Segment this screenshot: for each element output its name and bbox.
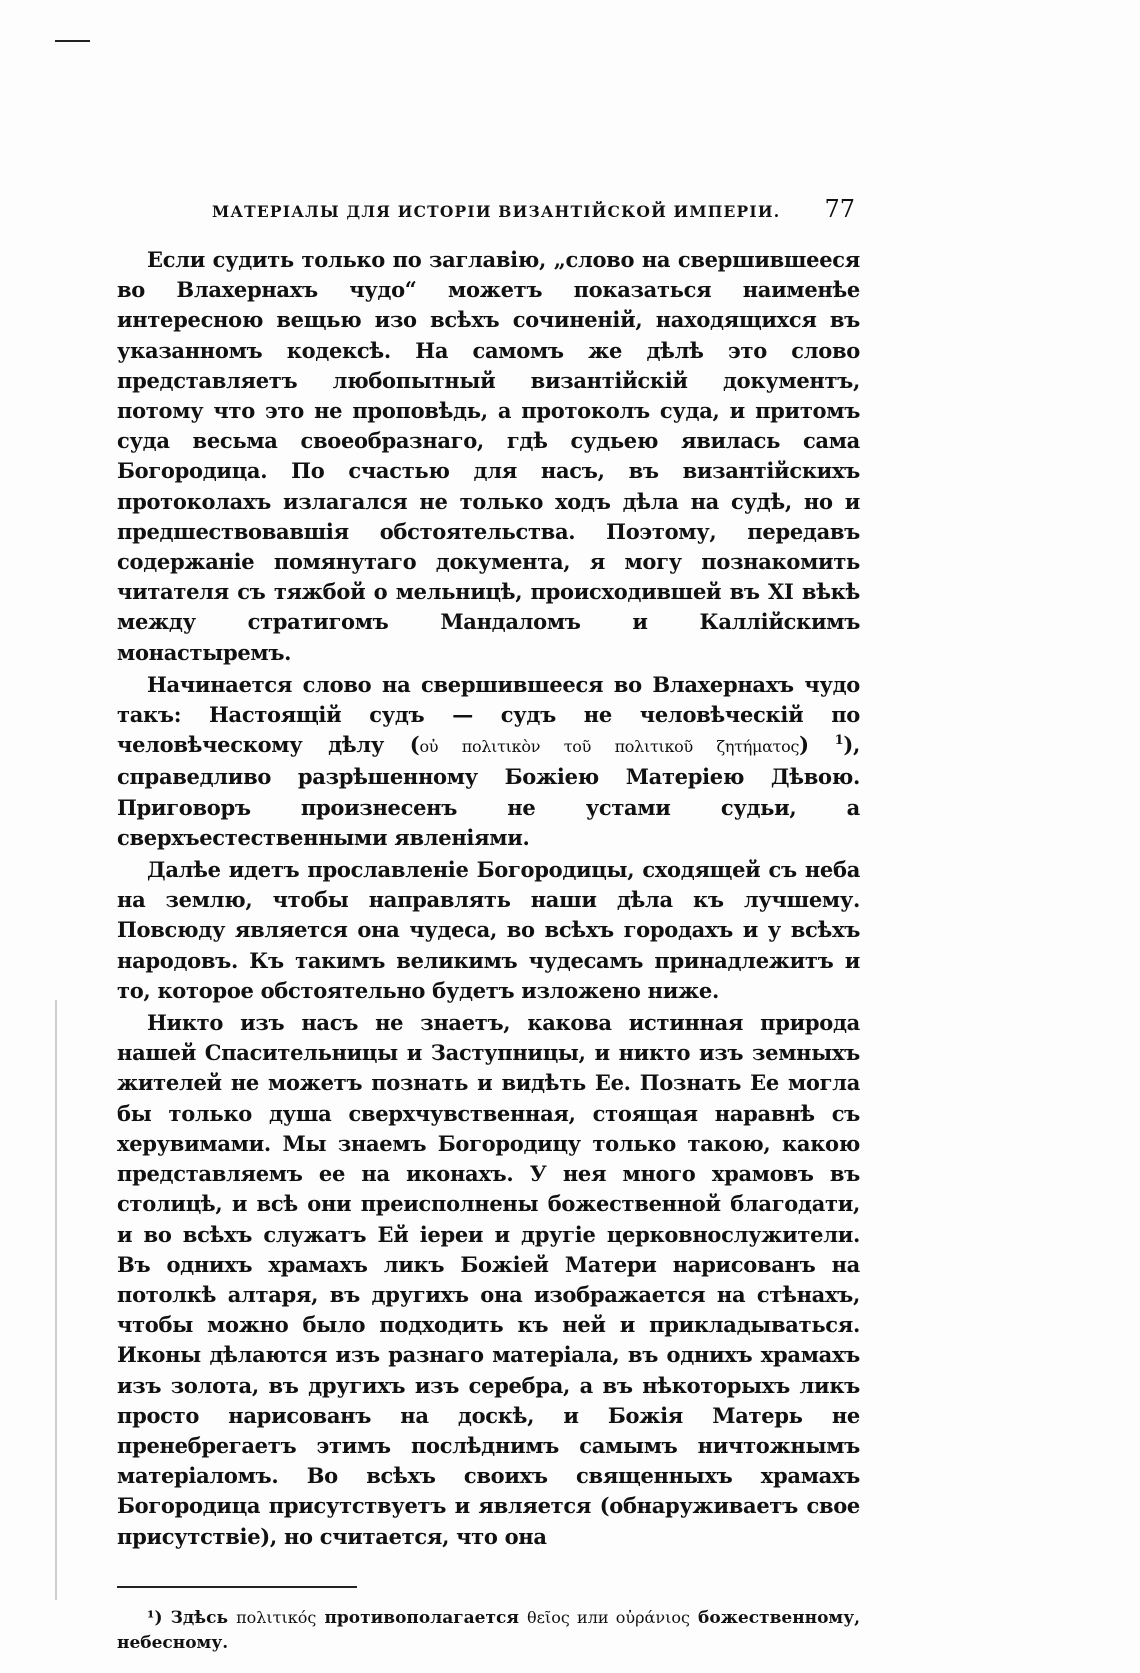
- left-margin-rule: [55, 1000, 57, 1600]
- footnote-ref: 1: [834, 733, 844, 749]
- paragraph-2: [117, 670, 860, 853]
- paragraph-2-before: Начинается слово на свершившееся во Влахернахъ чудо такъ: Настоящій судъ — судъ не человѣческій по человѣческому дѣлу (: [117, 671, 860, 758]
- page-header: [117, 195, 860, 223]
- footnote-greek-2: θεῖος или οὐράνιος: [527, 1607, 690, 1627]
- paragraph-4: Никто изъ насъ не знаетъ, какова истинная природа нашей Спасительницы и Заступницы, и никто изъ земныхъ жителей не можетъ познать и видѣть Ее. Познать Ее могла бы только душа сверхчувственная, стоящая наравнѣ съ херувимами. Мы знаемъ Богородицу только такою, какою представляемъ ее на иконахъ. У нея много храмовъ въ столицѣ, и всѣ они преисполнены божественной благодати, и во всѣхъ служатъ Ей іереи и другіе церковнослужители. Въ однихъ храмахъ ликъ Божіей Матери нарисованъ на потолкѣ алтаря, въ другихъ она изображается на стѣнахъ, чтобы можно было подходить къ ней и прикладываться. Иконы дѣлаются изъ разнаго матеріала, въ однихъ храмахъ изъ золота, въ другихъ изъ серебра, а въ нѣкоторыхъ ликъ просто нарисованъ на доскѣ, и Божія Матерь не пренебрегаетъ этимъ послѣднимъ самымъ ничтожнымъ матеріаломъ. Во всѣхъ своихъ священныхъ храмахъ Богородица присутствуетъ и является (обнаруживаетъ свое присутствіе), но считается, что она: [117, 1010, 860, 1549]
- footnote-after: божественному, небесному.: [117, 1607, 860, 1653]
- paragraph-2-close: ): [799, 732, 835, 758]
- running-head: МАТЕРІАЛЫ ДЛЯ ИСТОРІИ ВИЗАНТІЙСКОЙ ИМПЕРІИ.: [212, 202, 781, 221]
- page-body: [117, 195, 860, 1673]
- paragraph-2-after: ), справедливо разрѣшенному Божіею Матеріею Дѣвою. Приговоръ произнесенъ не устами судьи, а сверхъестественными явленіями.: [117, 732, 860, 850]
- footnote-middle: противополагается: [316, 1607, 527, 1628]
- page-number: 77: [824, 195, 855, 223]
- footnote-before: Здѣсь: [162, 1607, 237, 1628]
- paragraph-1: Если судить только по заглавію, „слово на свершившееся во Влахернахъ чудо“ можетъ показаться наименѣе интересною вещью изо всѣхъ сочиненій, находящихся въ указанномъ кодексѣ. На самомъ же дѣлѣ это слово представляетъ любопытный византійскій документъ, потому что это не проповѣдь, а протоколъ суда, и притомъ суда весьма своеобразнаго, гдѣ судьею явилась сама Богородица. По счастью для насъ, въ византійскихъ протоколахъ излагался не только ходъ дѣла на судѣ, но и предшествовавшія обстоятельства. Поэтому, передавъ содержаніе помянутаго документа, я могу познакомить читателя съ тяжбой о мельницѣ, происходившей въ XI вѣкѣ между стратигомъ Мандаломъ и Каллійскимъ монастыремъ.: [117, 247, 860, 665]
- footnote-greek-1: πολιτικός: [236, 1607, 317, 1627]
- greek-phrase: οὐ πολιτικὸν τοῦ πολιτικοῦ ζητήματος: [419, 737, 800, 757]
- footnote: [117, 1605, 860, 1656]
- corner-mark: [55, 40, 90, 42]
- footnote-divider: [117, 1586, 357, 1588]
- footnote-marker: ¹): [147, 1607, 163, 1628]
- paragraph-3: Далѣе идетъ прославленіе Богородицы, сходящей съ неба на землю, чтобы направлять наши дѣла къ лучшему. Повсюду является она чудеса, во всѣхъ городахъ и у всѣхъ народовъ. Къ такимъ великимъ чудесамъ принадлежитъ и то, которое обстоятельно будетъ изложено ниже.: [117, 857, 860, 1003]
